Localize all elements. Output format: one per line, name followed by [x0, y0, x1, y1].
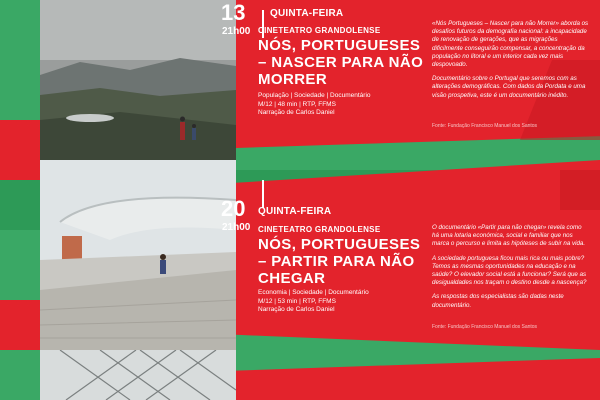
- description-paragraph: As respostas dos especialistas são dadas neste documentário.: [432, 293, 564, 309]
- title-line: NÓS, PORTUGUESES: [258, 37, 421, 54]
- meta-line: Narração de Carlos Daniel: [258, 109, 335, 116]
- event-1-description: [432, 20, 590, 106]
- title-line: CHEGAR: [258, 270, 326, 287]
- meta-line: M/12 | 48 min | RTP, FFMS: [258, 100, 336, 108]
- description-paragraph: Documentário sobre o Portugal que seremos com as alterações demográficas. Com dados da Pordata e uma visão prospetiva, este é um documentário inédito.: [432, 75, 586, 99]
- meta-line: Narração de Carlos Daniel: [258, 306, 335, 313]
- event-2-description: [432, 224, 590, 316]
- meta-line: Economia | Sociedade | Documentário: [258, 289, 369, 296]
- event-1-title: [258, 37, 438, 88]
- event-2-meta: [258, 289, 398, 315]
- event-3-photo: [40, 350, 236, 400]
- event-1-time: 21h00: [222, 26, 251, 37]
- event-1-photo: [40, 0, 236, 160]
- meta-line: População | Sociedade | Documentário: [258, 92, 371, 99]
- event-1-source: Fonte: Fundação Francisco Manuel dos Santos: [432, 123, 538, 129]
- event-2-weekday: QUINTA-FEIRA: [258, 206, 332, 217]
- event-2-date-line: [262, 180, 264, 208]
- description-paragraph: O documentário «Partir para não chegar» revela como há uma lotaria económica, social e familiar que nos marca o percurso e limita as hipóteses de subir na vida.: [432, 224, 586, 248]
- event-2-source: Fonte: Fundação Francisco Manuel dos Santos: [432, 324, 538, 330]
- event-1-panel-left: [0, 120, 40, 180]
- event-2-time: 21h00: [222, 222, 251, 233]
- title-line: – NASCER PARA NÃO: [258, 54, 424, 71]
- event-2-panel-left: [0, 300, 40, 350]
- event-2-title: [258, 236, 438, 287]
- event-1-weekday: QUINTA-FEIRA: [270, 8, 344, 19]
- event-2-photo: [40, 160, 236, 350]
- title-line: NÓS, PORTUGUESES: [258, 236, 421, 253]
- event-2-panel-shadow: [560, 170, 600, 210]
- description-paragraph: «Nós Portugueses – Nascer para não Morrer» aborda os desafios futuros da demografia nacional: a incapacidade de renovação de gerações, que as migrações dificilmente conseguirão compensar, a concentração da população no litoral e um interior cada vez mais despovoado.: [432, 20, 589, 69]
- title-line: MORRER: [258, 71, 328, 88]
- meta-line: M/12 | 53 min | RTP, FFMS: [258, 297, 336, 305]
- event-1-meta: [258, 92, 398, 118]
- event-1-venue: CINETEATRO GRANDOLENSE: [258, 26, 381, 35]
- title-line: – PARTIR PARA NÃO: [258, 253, 415, 270]
- event-1-day: 13: [221, 0, 246, 25]
- event-2-venue: CINETEATRO GRANDOLENSE: [258, 225, 381, 234]
- event-2-day: 20: [221, 196, 246, 221]
- description-paragraph: A sociedade portuguesa ficou mais rica ou mais pobre? Temos as mesmas oportunidades na educação e na saúde? O elevador social está a funcionar? Será que as desigualdades nos traçam o destino desde a nascença?: [432, 254, 587, 287]
